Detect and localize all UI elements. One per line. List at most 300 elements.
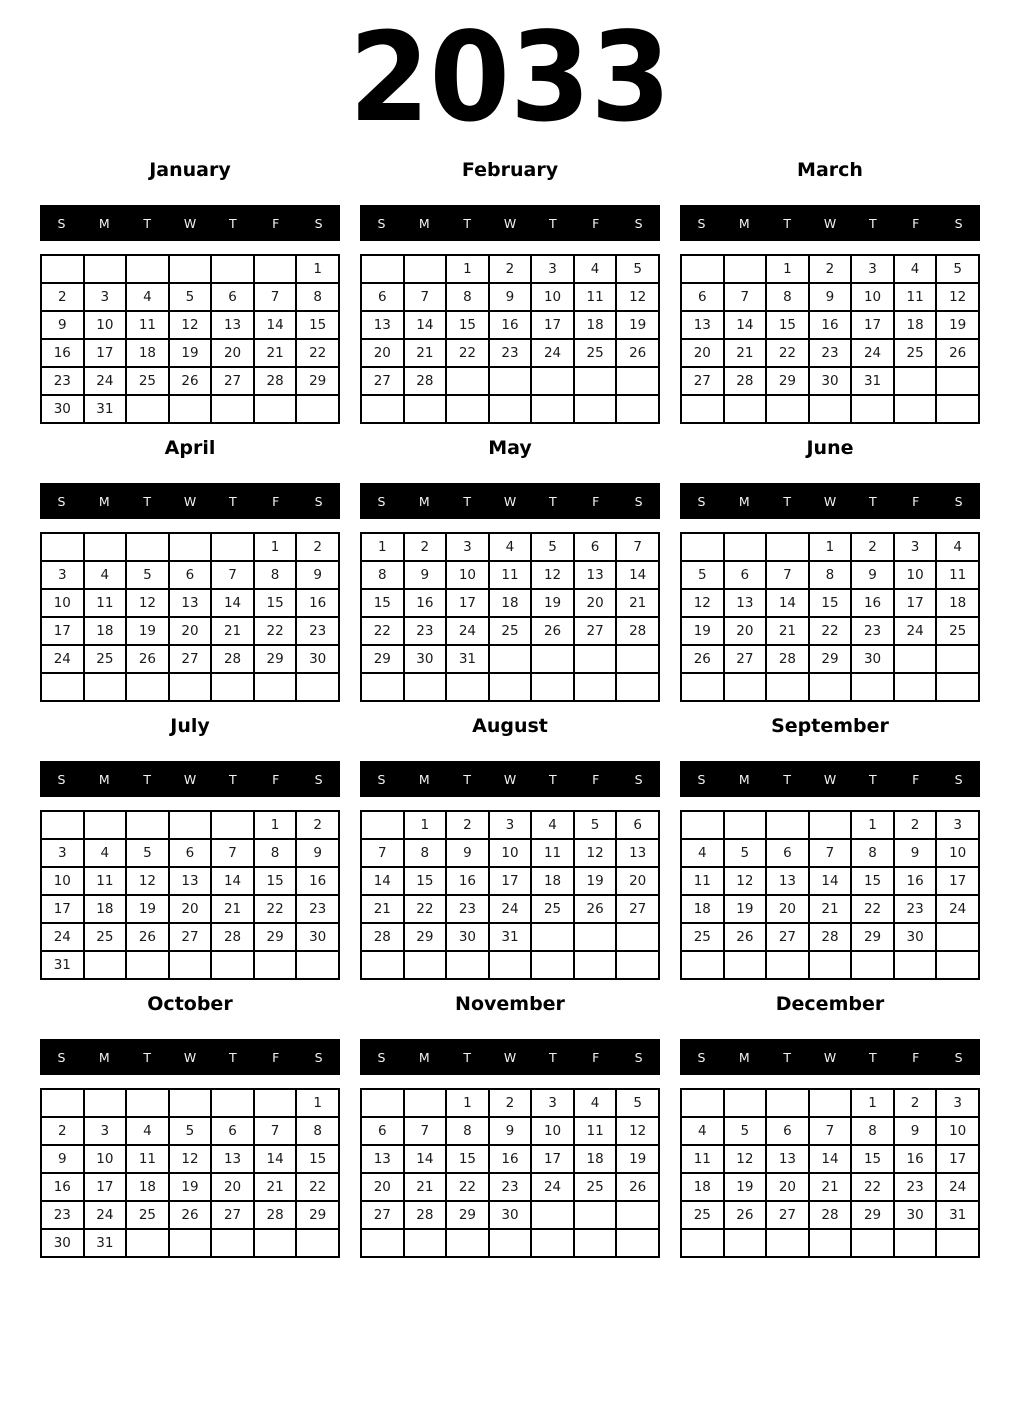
weekday-label: F xyxy=(592,1049,600,1065)
day-cell: 11 xyxy=(894,283,937,311)
weekday-label: W xyxy=(823,493,837,509)
day-cell: 12 xyxy=(574,839,617,867)
day-cell: 11 xyxy=(126,1145,169,1173)
week-row xyxy=(681,951,979,979)
weekday-label: F xyxy=(912,215,920,231)
day-cell: 10 xyxy=(84,1145,127,1173)
weekday-label: M xyxy=(418,493,430,509)
day-cell: 14 xyxy=(361,867,404,895)
day-cell: 17 xyxy=(41,895,84,923)
day-cell: 15 xyxy=(254,589,297,617)
day-cell: 25 xyxy=(126,367,169,395)
day-cell xyxy=(531,395,574,423)
day-cell: 23 xyxy=(296,895,339,923)
day-cell: 11 xyxy=(84,589,127,617)
day-cell xyxy=(126,811,169,839)
month-may xyxy=(360,437,660,702)
day-cell: 17 xyxy=(894,589,937,617)
day-cell xyxy=(296,1229,339,1257)
day-cell: 16 xyxy=(41,339,84,367)
day-cell: 16 xyxy=(404,589,447,617)
week-row xyxy=(681,867,979,895)
weekday-label: F xyxy=(592,771,600,787)
weekday-label: T xyxy=(229,771,237,787)
day-cell: 27 xyxy=(616,895,659,923)
day-cell: 3 xyxy=(851,255,894,283)
day-cell: 17 xyxy=(851,311,894,339)
day-cell xyxy=(724,673,767,701)
day-cell xyxy=(766,1229,809,1257)
week-row xyxy=(681,1117,979,1145)
day-cell xyxy=(809,1229,852,1257)
weekday-label: T xyxy=(143,215,151,231)
day-cell: 25 xyxy=(84,645,127,673)
day-cell xyxy=(296,673,339,701)
day-cell: 8 xyxy=(254,839,297,867)
week-row xyxy=(41,589,339,617)
day-cell xyxy=(894,395,937,423)
day-cell xyxy=(616,367,659,395)
week-row xyxy=(361,895,659,923)
day-cell xyxy=(296,951,339,979)
day-cell: 21 xyxy=(211,895,254,923)
day-cell: 14 xyxy=(211,867,254,895)
day-cell: 4 xyxy=(681,839,724,867)
day-cell xyxy=(126,395,169,423)
weekday-header xyxy=(360,483,660,519)
day-cell: 8 xyxy=(446,1117,489,1145)
day-cell: 26 xyxy=(126,923,169,951)
day-cell: 22 xyxy=(446,339,489,367)
day-cell: 21 xyxy=(404,1173,447,1201)
weekday-label: T xyxy=(783,493,791,509)
day-cell: 9 xyxy=(404,561,447,589)
day-cell: 17 xyxy=(531,1145,574,1173)
weekday-label: T xyxy=(143,493,151,509)
day-cell: 22 xyxy=(296,339,339,367)
day-cell: 17 xyxy=(531,311,574,339)
week-row xyxy=(41,1145,339,1173)
day-cell: 5 xyxy=(126,561,169,589)
day-cell: 29 xyxy=(254,923,297,951)
weekday-label: T xyxy=(869,215,877,231)
day-cell: 29 xyxy=(254,645,297,673)
week-row xyxy=(681,1229,979,1257)
month-title: December xyxy=(775,993,885,1015)
month-title: January xyxy=(149,159,231,181)
day-cell: 25 xyxy=(574,339,617,367)
day-cell: 15 xyxy=(851,1145,894,1173)
week-row xyxy=(41,867,339,895)
day-cell: 2 xyxy=(446,811,489,839)
week-row xyxy=(681,1145,979,1173)
day-cell: 28 xyxy=(404,367,447,395)
weekday-label: S xyxy=(57,1049,66,1065)
week-row xyxy=(41,255,339,283)
weekday-label: S xyxy=(377,771,386,787)
day-cell: 26 xyxy=(169,1201,212,1229)
day-cell xyxy=(254,1089,297,1117)
week-row xyxy=(361,395,659,423)
day-cell: 23 xyxy=(894,1173,937,1201)
weekday-header xyxy=(680,761,980,797)
day-cell: 23 xyxy=(489,339,532,367)
day-cell xyxy=(126,951,169,979)
day-cell: 24 xyxy=(84,1201,127,1229)
day-cell: 2 xyxy=(41,1117,84,1145)
day-cell xyxy=(681,395,724,423)
weekday-label: T xyxy=(463,771,471,787)
weekday-label: S xyxy=(954,493,963,509)
week-row xyxy=(681,255,979,283)
day-cell: 1 xyxy=(446,255,489,283)
week-row xyxy=(361,1229,659,1257)
day-cell: 1 xyxy=(404,811,447,839)
day-cell: 15 xyxy=(361,589,404,617)
day-cell: 3 xyxy=(936,1089,979,1117)
day-cell: 4 xyxy=(489,533,532,561)
day-cell: 5 xyxy=(681,561,724,589)
day-cell xyxy=(361,811,404,839)
day-cell: 7 xyxy=(766,561,809,589)
day-cell: 1 xyxy=(809,533,852,561)
day-cell: 3 xyxy=(531,1089,574,1117)
weekday-label: T xyxy=(143,771,151,787)
weekday-label: S xyxy=(954,771,963,787)
day-cell: 31 xyxy=(446,645,489,673)
day-cell: 13 xyxy=(169,589,212,617)
weekday-label: M xyxy=(98,771,110,787)
day-cell xyxy=(126,1089,169,1117)
weekday-label: T xyxy=(463,1049,471,1065)
day-cell: 13 xyxy=(361,1145,404,1173)
week-row xyxy=(361,811,659,839)
day-cell: 3 xyxy=(489,811,532,839)
day-cell: 26 xyxy=(724,923,767,951)
day-cell: 7 xyxy=(809,839,852,867)
day-cell: 23 xyxy=(41,367,84,395)
day-cell xyxy=(724,395,767,423)
day-cell: 7 xyxy=(211,839,254,867)
day-cell: 15 xyxy=(296,311,339,339)
day-cell xyxy=(84,951,127,979)
day-cell: 21 xyxy=(809,1173,852,1201)
weekday-label: F xyxy=(272,215,280,231)
day-cell: 3 xyxy=(894,533,937,561)
month-september xyxy=(680,715,980,980)
week-row xyxy=(361,645,659,673)
week-row xyxy=(681,1089,979,1117)
day-cell: 1 xyxy=(296,1089,339,1117)
day-cell: 7 xyxy=(616,533,659,561)
day-cell xyxy=(681,811,724,839)
week-row xyxy=(41,645,339,673)
week-row xyxy=(41,811,339,839)
day-cell: 8 xyxy=(446,283,489,311)
day-cell xyxy=(41,811,84,839)
day-cell: 28 xyxy=(724,367,767,395)
day-cell xyxy=(211,1229,254,1257)
day-cell: 5 xyxy=(936,255,979,283)
week-row xyxy=(41,1117,339,1145)
weekday-label: F xyxy=(272,771,280,787)
day-cell xyxy=(254,951,297,979)
day-cell: 27 xyxy=(211,367,254,395)
day-cell: 14 xyxy=(404,1145,447,1173)
day-cell: 14 xyxy=(616,561,659,589)
day-cell xyxy=(254,673,297,701)
weekday-header xyxy=(680,1039,980,1075)
day-cell: 12 xyxy=(531,561,574,589)
day-cell: 1 xyxy=(851,1089,894,1117)
day-cell: 4 xyxy=(574,255,617,283)
day-cell xyxy=(531,1229,574,1257)
month-title: July xyxy=(170,715,210,737)
week-row xyxy=(41,367,339,395)
day-cell xyxy=(531,645,574,673)
day-cell: 13 xyxy=(681,311,724,339)
date-grid xyxy=(40,1088,340,1258)
day-cell: 17 xyxy=(41,617,84,645)
day-cell: 23 xyxy=(296,617,339,645)
day-cell: 1 xyxy=(851,811,894,839)
day-cell xyxy=(574,951,617,979)
day-cell: 23 xyxy=(809,339,852,367)
weekday-label: F xyxy=(592,215,600,231)
day-cell: 22 xyxy=(361,617,404,645)
day-cell: 15 xyxy=(254,867,297,895)
day-cell: 20 xyxy=(169,617,212,645)
week-row xyxy=(361,255,659,283)
day-cell: 14 xyxy=(404,311,447,339)
day-cell: 10 xyxy=(41,589,84,617)
day-cell: 7 xyxy=(724,283,767,311)
day-cell xyxy=(851,951,894,979)
day-cell: 9 xyxy=(894,839,937,867)
weekday-label: T xyxy=(549,215,557,231)
day-cell xyxy=(446,1229,489,1257)
day-cell: 31 xyxy=(41,951,84,979)
day-cell: 4 xyxy=(84,561,127,589)
day-cell: 27 xyxy=(574,617,617,645)
day-cell xyxy=(851,395,894,423)
day-cell: 21 xyxy=(361,895,404,923)
day-cell: 29 xyxy=(296,1201,339,1229)
day-cell: 11 xyxy=(531,839,574,867)
week-row xyxy=(361,1117,659,1145)
day-cell: 8 xyxy=(296,283,339,311)
day-cell: 30 xyxy=(894,1201,937,1229)
week-row xyxy=(361,617,659,645)
year-title: 2033 xyxy=(349,6,671,150)
day-cell: 21 xyxy=(616,589,659,617)
day-cell: 22 xyxy=(446,1173,489,1201)
date-grid xyxy=(680,1088,980,1258)
day-cell: 3 xyxy=(84,1117,127,1145)
weekday-label: T xyxy=(869,1049,877,1065)
day-cell: 20 xyxy=(766,895,809,923)
day-cell: 12 xyxy=(724,867,767,895)
day-cell xyxy=(41,1089,84,1117)
day-cell xyxy=(489,673,532,701)
months-grid xyxy=(0,159,1020,1258)
day-cell: 9 xyxy=(489,1117,532,1145)
day-cell xyxy=(254,1229,297,1257)
day-cell: 27 xyxy=(766,923,809,951)
day-cell xyxy=(851,1229,894,1257)
day-cell: 12 xyxy=(616,283,659,311)
day-cell: 3 xyxy=(84,283,127,311)
day-cell xyxy=(404,951,447,979)
week-row xyxy=(681,617,979,645)
day-cell: 2 xyxy=(296,533,339,561)
weekday-label: W xyxy=(823,215,837,231)
day-cell xyxy=(936,645,979,673)
day-cell: 19 xyxy=(531,589,574,617)
day-cell: 4 xyxy=(681,1117,724,1145)
week-row xyxy=(41,951,339,979)
day-cell xyxy=(724,1089,767,1117)
week-row xyxy=(681,895,979,923)
month-july xyxy=(40,715,340,980)
weekday-label: W xyxy=(183,493,197,509)
day-cell: 11 xyxy=(574,283,617,311)
weekday-header xyxy=(40,483,340,519)
day-cell: 7 xyxy=(211,561,254,589)
day-cell: 15 xyxy=(766,311,809,339)
day-cell: 28 xyxy=(254,367,297,395)
weekday-label: T xyxy=(229,1049,237,1065)
day-cell: 24 xyxy=(41,645,84,673)
day-cell: 29 xyxy=(361,645,404,673)
day-cell: 3 xyxy=(936,811,979,839)
day-cell: 24 xyxy=(531,1173,574,1201)
weekday-label: W xyxy=(503,1049,517,1065)
week-row xyxy=(41,395,339,423)
day-cell xyxy=(446,395,489,423)
day-cell xyxy=(211,951,254,979)
week-row xyxy=(681,645,979,673)
day-cell xyxy=(404,673,447,701)
weekday-label: F xyxy=(912,771,920,787)
day-cell: 4 xyxy=(126,1117,169,1145)
day-cell xyxy=(361,395,404,423)
day-cell: 14 xyxy=(809,1145,852,1173)
weekday-label: S xyxy=(954,1049,963,1065)
week-row xyxy=(361,561,659,589)
day-cell: 27 xyxy=(724,645,767,673)
day-cell: 12 xyxy=(724,1145,767,1173)
day-cell xyxy=(211,673,254,701)
day-cell xyxy=(894,673,937,701)
weekday-label: M xyxy=(418,1049,430,1065)
day-cell: 30 xyxy=(41,1229,84,1257)
day-cell xyxy=(254,255,297,283)
day-cell: 24 xyxy=(446,617,489,645)
day-cell: 21 xyxy=(724,339,767,367)
day-cell xyxy=(724,951,767,979)
weekday-header xyxy=(360,761,660,797)
day-cell: 13 xyxy=(766,867,809,895)
day-cell: 1 xyxy=(254,811,297,839)
day-cell: 12 xyxy=(126,867,169,895)
day-cell: 11 xyxy=(681,867,724,895)
day-cell xyxy=(681,255,724,283)
day-cell: 8 xyxy=(296,1117,339,1145)
day-cell: 25 xyxy=(84,923,127,951)
day-cell xyxy=(169,811,212,839)
day-cell: 23 xyxy=(894,895,937,923)
week-row xyxy=(361,311,659,339)
day-cell: 14 xyxy=(254,1145,297,1173)
day-cell xyxy=(724,1229,767,1257)
month-june xyxy=(680,437,980,702)
weekday-label: S xyxy=(634,493,643,509)
day-cell: 23 xyxy=(404,617,447,645)
day-cell xyxy=(681,951,724,979)
day-cell: 20 xyxy=(616,867,659,895)
day-cell: 28 xyxy=(211,645,254,673)
day-cell: 19 xyxy=(724,1173,767,1201)
weekday-label: M xyxy=(418,771,430,787)
day-cell: 26 xyxy=(169,367,212,395)
day-cell: 4 xyxy=(936,533,979,561)
week-row xyxy=(361,533,659,561)
day-cell: 25 xyxy=(681,923,724,951)
day-cell xyxy=(616,1229,659,1257)
day-cell: 8 xyxy=(361,561,404,589)
day-cell: 7 xyxy=(404,1117,447,1145)
day-cell: 31 xyxy=(84,395,127,423)
week-row xyxy=(361,339,659,367)
day-cell: 30 xyxy=(894,923,937,951)
day-cell: 17 xyxy=(936,867,979,895)
month-december xyxy=(680,993,980,1258)
day-cell: 28 xyxy=(361,923,404,951)
day-cell: 14 xyxy=(254,311,297,339)
day-cell: 29 xyxy=(809,645,852,673)
month-title: February xyxy=(461,159,559,181)
day-cell: 29 xyxy=(851,923,894,951)
date-grid xyxy=(40,532,340,702)
day-cell xyxy=(361,255,404,283)
day-cell: 2 xyxy=(851,533,894,561)
day-cell xyxy=(126,533,169,561)
day-cell: 6 xyxy=(574,533,617,561)
day-cell: 11 xyxy=(574,1117,617,1145)
month-march xyxy=(680,159,980,424)
day-cell xyxy=(809,395,852,423)
day-cell: 31 xyxy=(84,1229,127,1257)
day-cell xyxy=(616,923,659,951)
day-cell: 20 xyxy=(211,1173,254,1201)
day-cell xyxy=(126,1229,169,1257)
day-cell: 29 xyxy=(766,367,809,395)
day-cell: 25 xyxy=(531,895,574,923)
week-row xyxy=(41,533,339,561)
day-cell: 13 xyxy=(211,1145,254,1173)
day-cell xyxy=(766,951,809,979)
day-cell: 30 xyxy=(446,923,489,951)
day-cell: 27 xyxy=(211,1201,254,1229)
week-row xyxy=(41,339,339,367)
weekday-label: W xyxy=(503,215,517,231)
day-cell xyxy=(404,1089,447,1117)
day-cell xyxy=(211,533,254,561)
day-cell: 25 xyxy=(681,1201,724,1229)
weekday-label: T xyxy=(463,493,471,509)
day-cell: 6 xyxy=(169,561,212,589)
